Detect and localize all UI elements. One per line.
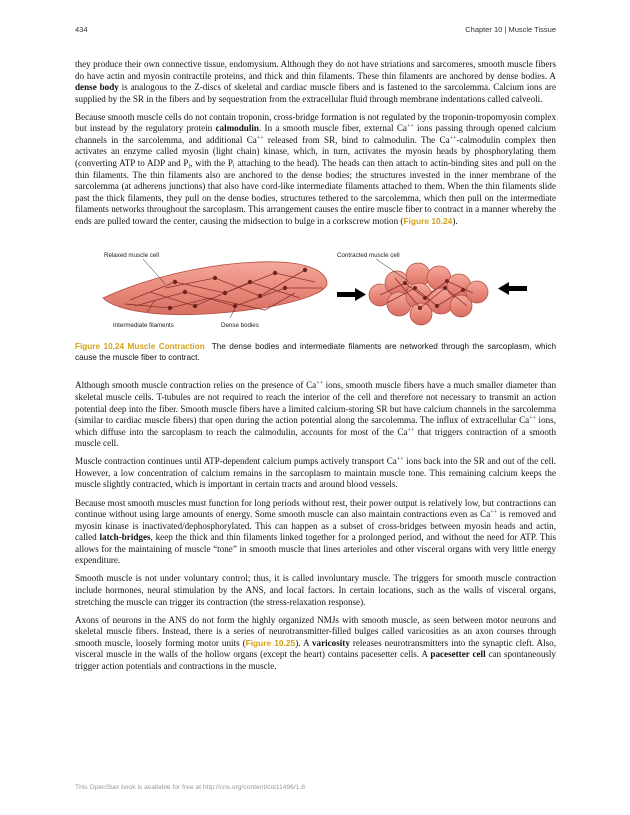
figure-muscle-contraction: [75, 248, 556, 336]
key-term: latch-bridges: [99, 532, 151, 543]
chapter-title: Chapter 10 | Muscle Tissue: [465, 25, 556, 34]
paragraph: Although smooth muscle contraction relies on the presence of Ca++ ions, smooth muscle fibers have a much smaller diameter than skeletal muscle cells. T-tubules are not required to reach the interior of the cell and therefore not necessary to transmit an action potential deep into the fiber. Smooth muscle fibers have a limited calcium-storing SR but have calcium channels in the sarcolemma (similar to cardiac muscle fibers) that open during the action potential along the sarcolemma. The influx of extracellular Ca++ ions, which diffuse into the sarcoplasm to reach the calmodulin, accounts for most of the Ca++ that triggers contraction of a smooth muscle cell.: [75, 380, 556, 449]
key-term: pacesetter cell: [430, 649, 486, 660]
caption-label: Figure 10.24 Muscle Contraction: [75, 342, 205, 352]
dense-bodies-label: Dense bodies: [221, 322, 259, 330]
page-number: 434: [75, 25, 88, 34]
figure-link[interactable]: Figure 10.24: [403, 215, 453, 226]
caption-text: The dense bodies and intermediate filaments are networked through the sarcoplasm, which cause the muscle fiber to contract.: [75, 342, 557, 362]
paragraph: Muscle contraction continues until ATP-dependent calcium pumps actively transport Ca++ ions back into the SR and out of the cell. However, a low concentration of calcium remains in the sarcoplasm to maintain muscle tone. This remaining calcium keeps the muscle slightly contracted, which is important in certain tracts and around blood vessels.: [75, 456, 556, 490]
relaxed-muscle-cell: [103, 262, 327, 315]
paragraph: Because most smooth muscles must function for long periods without rest, their power output is relatively low, but contractions can continue without using large amounts of energy. Some smooth muscle can also maintain contractions even as Ca++ is removed and myosin kinase is inactivated/dephosphorylated. This can happen as a subset of cross-bridges between myosin heads and actin, called latch-bridges, keep the thick and thin filaments linked together for a prolonged period, and without the need for ATP. This allows for the maintaining of muscle “tone” in smooth muscle that lines arterioles and other visceral organs with very little energy expenditure.: [75, 497, 556, 566]
paragraph: Smooth muscle is not under voluntary control; thus, it is called involuntary muscle. The triggers for smooth muscle contraction include hormones, neural stimulation by the ANS, and local factors. In certain locations, such as the walls of visceral organs, stretching the muscle can trigger its contraction (the stress-relaxation response).: [75, 573, 556, 607]
contracted-cell-label: Contracted muscle cell: [337, 252, 400, 260]
key-term: dense body: [75, 82, 119, 93]
page-content: [75, 59, 556, 679]
left-arrow-icon: [337, 288, 366, 301]
contracted-muscle-cell: [369, 263, 488, 325]
footer-note: This OpenStax book is available for free at http://cnx.org/content/col11496/1.8: [75, 784, 305, 791]
relaxed-cell-label: Relaxed muscle cell: [104, 252, 160, 260]
right-arrow-icon: [498, 282, 527, 295]
figure-caption: [75, 342, 556, 363]
paragraph: Because smooth muscle cells do not contain troponin, cross-bridge formation is not regulated by the troponin-tropomyosin complex but instead by the regulatory protein calmodulin. In a smooth muscle fiber, external Ca++ ions passing through opened calcium channels in the sarcolemma, and additional Ca++ released from SR, bind to calmodulin. The Ca++-calmodulin complex then activates an enzyme called myosin (light chain) kinase, which, in turn, activates the myosin heads by phosphorylating them (converting ATP to ADP and $P_i$, with the $P_i$ attaching to the head). The heads can then attach to actin-binding sites and pull on the thin filaments. The thin filaments also are anchored to the dense bodies; the structures invested in the inner membrane of the sarcolemma (at adherens junctions) that also have cord-like intermediate filaments attached to them. When the thin filaments slide past the thick filaments, they pull on the dense bodies, structures tethered to the sarcolemma, which then pull on the intermediate filaments networks throughout the sarcoplasm. This arrangement causes the entire muscle fiber to contract in a manner whereby the ends are pulled toward the center, causing the midsection to bulge in a corkscrew motion (Figure 10.24).: [75, 111, 556, 226]
key-term: varicosity: [311, 637, 350, 648]
key-term: calmodulin: [215, 123, 259, 134]
paragraph: they produce their own connective tissue, endomysium. Although they do not have striations and sarcomeres, smooth muscle fibers do have actin and myosin contractile proteins, and thick and thin filaments. These thin filaments are anchored by dense bodies. A dense body is analogous to the Z-discs of skeletal and cardiac muscle fibers and is fastened to the sarcolemma. Calcium ions are supplied by the SR in the fibers and by sequestration from the extracellular fluid through membrane indentations called calveoli.: [75, 59, 556, 104]
intermediate-filaments-label: Intermediate filaments: [113, 322, 174, 330]
muscle-contraction-illustration: [75, 248, 556, 336]
figure-link[interactable]: Figure 10.25: [245, 637, 296, 648]
paragraph: Axons of neurons in the ANS do not form the highly organized NMJs with smooth muscle, as seen between motor neurons and skeletal muscle fibers. Instead, there is a series of neurotransmitter-filled bulges called varicosities as an axon courses through smooth muscle, loosely forming motor units (Figure 10.25). A varicosity releases neurotransmitters into the synaptic cleft. Also, visceral muscle in the walls of the hollow organs (except the heart) contains pacesetter cells. A pacesetter cell can spontaneously trigger action potentials and contractions in the muscle.: [75, 614, 556, 671]
